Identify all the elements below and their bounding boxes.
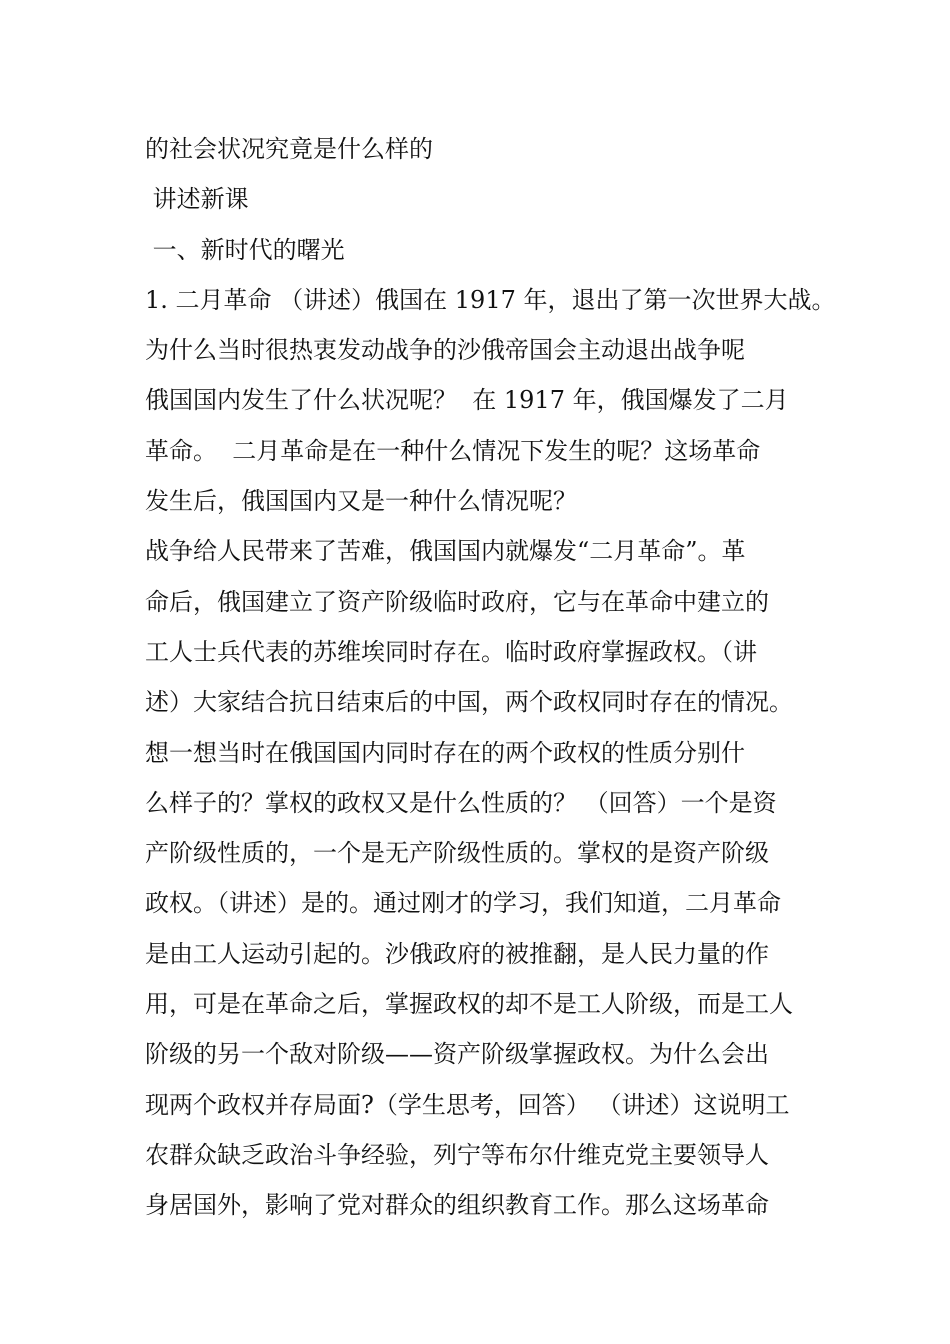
text-line: 政权。（讲述）是的。通过刚才的学习，我们知道，二月革命	[145, 889, 781, 918]
text-line: 想一想当时在俄国国内同时存在的两个政权的性质分别什	[145, 738, 745, 767]
text-line: 为什么当时很热衷发动战争的沙俄帝国会主动退出战争呢	[145, 336, 745, 365]
text-line: 革命。 二月革命是在一种什么情况下发生的呢？这场革命	[145, 436, 761, 465]
document-body	[145, 124, 836, 1231]
text-line: 述）大家结合抗日结束后的中国，两个政权同时存在的情况。	[145, 688, 793, 717]
text-line: 现两个政权并存局面?（学生思考，回答） （讲述）这说明工	[145, 1090, 790, 1119]
text-line: 么样子的？掌权的政权又是什么性质的？ （回答）一个是资	[145, 788, 777, 817]
text-line: 产阶级性质的，一个是无产阶级性质的。掌权的是资产阶级	[145, 839, 769, 868]
text-line: 身居国外，影响了党对群众的组织教育工作。那么这场革命	[145, 1191, 769, 1220]
text-line: 1. 二月革命 （讲述）俄国在 1917 年，退出了第一次世界大战。	[145, 285, 836, 314]
text-line: 用，可是在革命之后，掌握政权的却不是工人阶级，而是工人	[145, 990, 793, 1019]
text-line: 是由工人运动引起的。沙俄政府的被推翻，是人民力量的作	[145, 939, 769, 968]
text-line: 农群众缺乏政治斗争经验，列宁等布尔什维克党主要领导人	[145, 1140, 769, 1169]
text-line: 战争给人民带来了苦难，俄国国内就爆发“二月革命”。革	[145, 537, 746, 566]
text-line: 讲述新课	[145, 185, 249, 214]
text-line: 发生后，俄国国内又是一种什么情况呢？	[145, 487, 577, 516]
text-line: 工人士兵代表的苏维埃同时存在。临时政府掌握政权。（讲	[145, 637, 757, 666]
text-line: 俄国国内发生了什么状况呢？ 在 1917 年，俄国爆发了二月	[145, 386, 789, 415]
section-heading: 一、新时代的曙光	[145, 235, 345, 264]
text-line: 阶级的另一个敌对阶级——资产阶级掌握政权。为什么会出	[145, 1040, 769, 1069]
text-line: 命后，俄国建立了资产阶级临时政府，它与在革命中建立的	[145, 587, 769, 616]
text-line: 的社会状况究竟是什么样的	[145, 135, 433, 163]
